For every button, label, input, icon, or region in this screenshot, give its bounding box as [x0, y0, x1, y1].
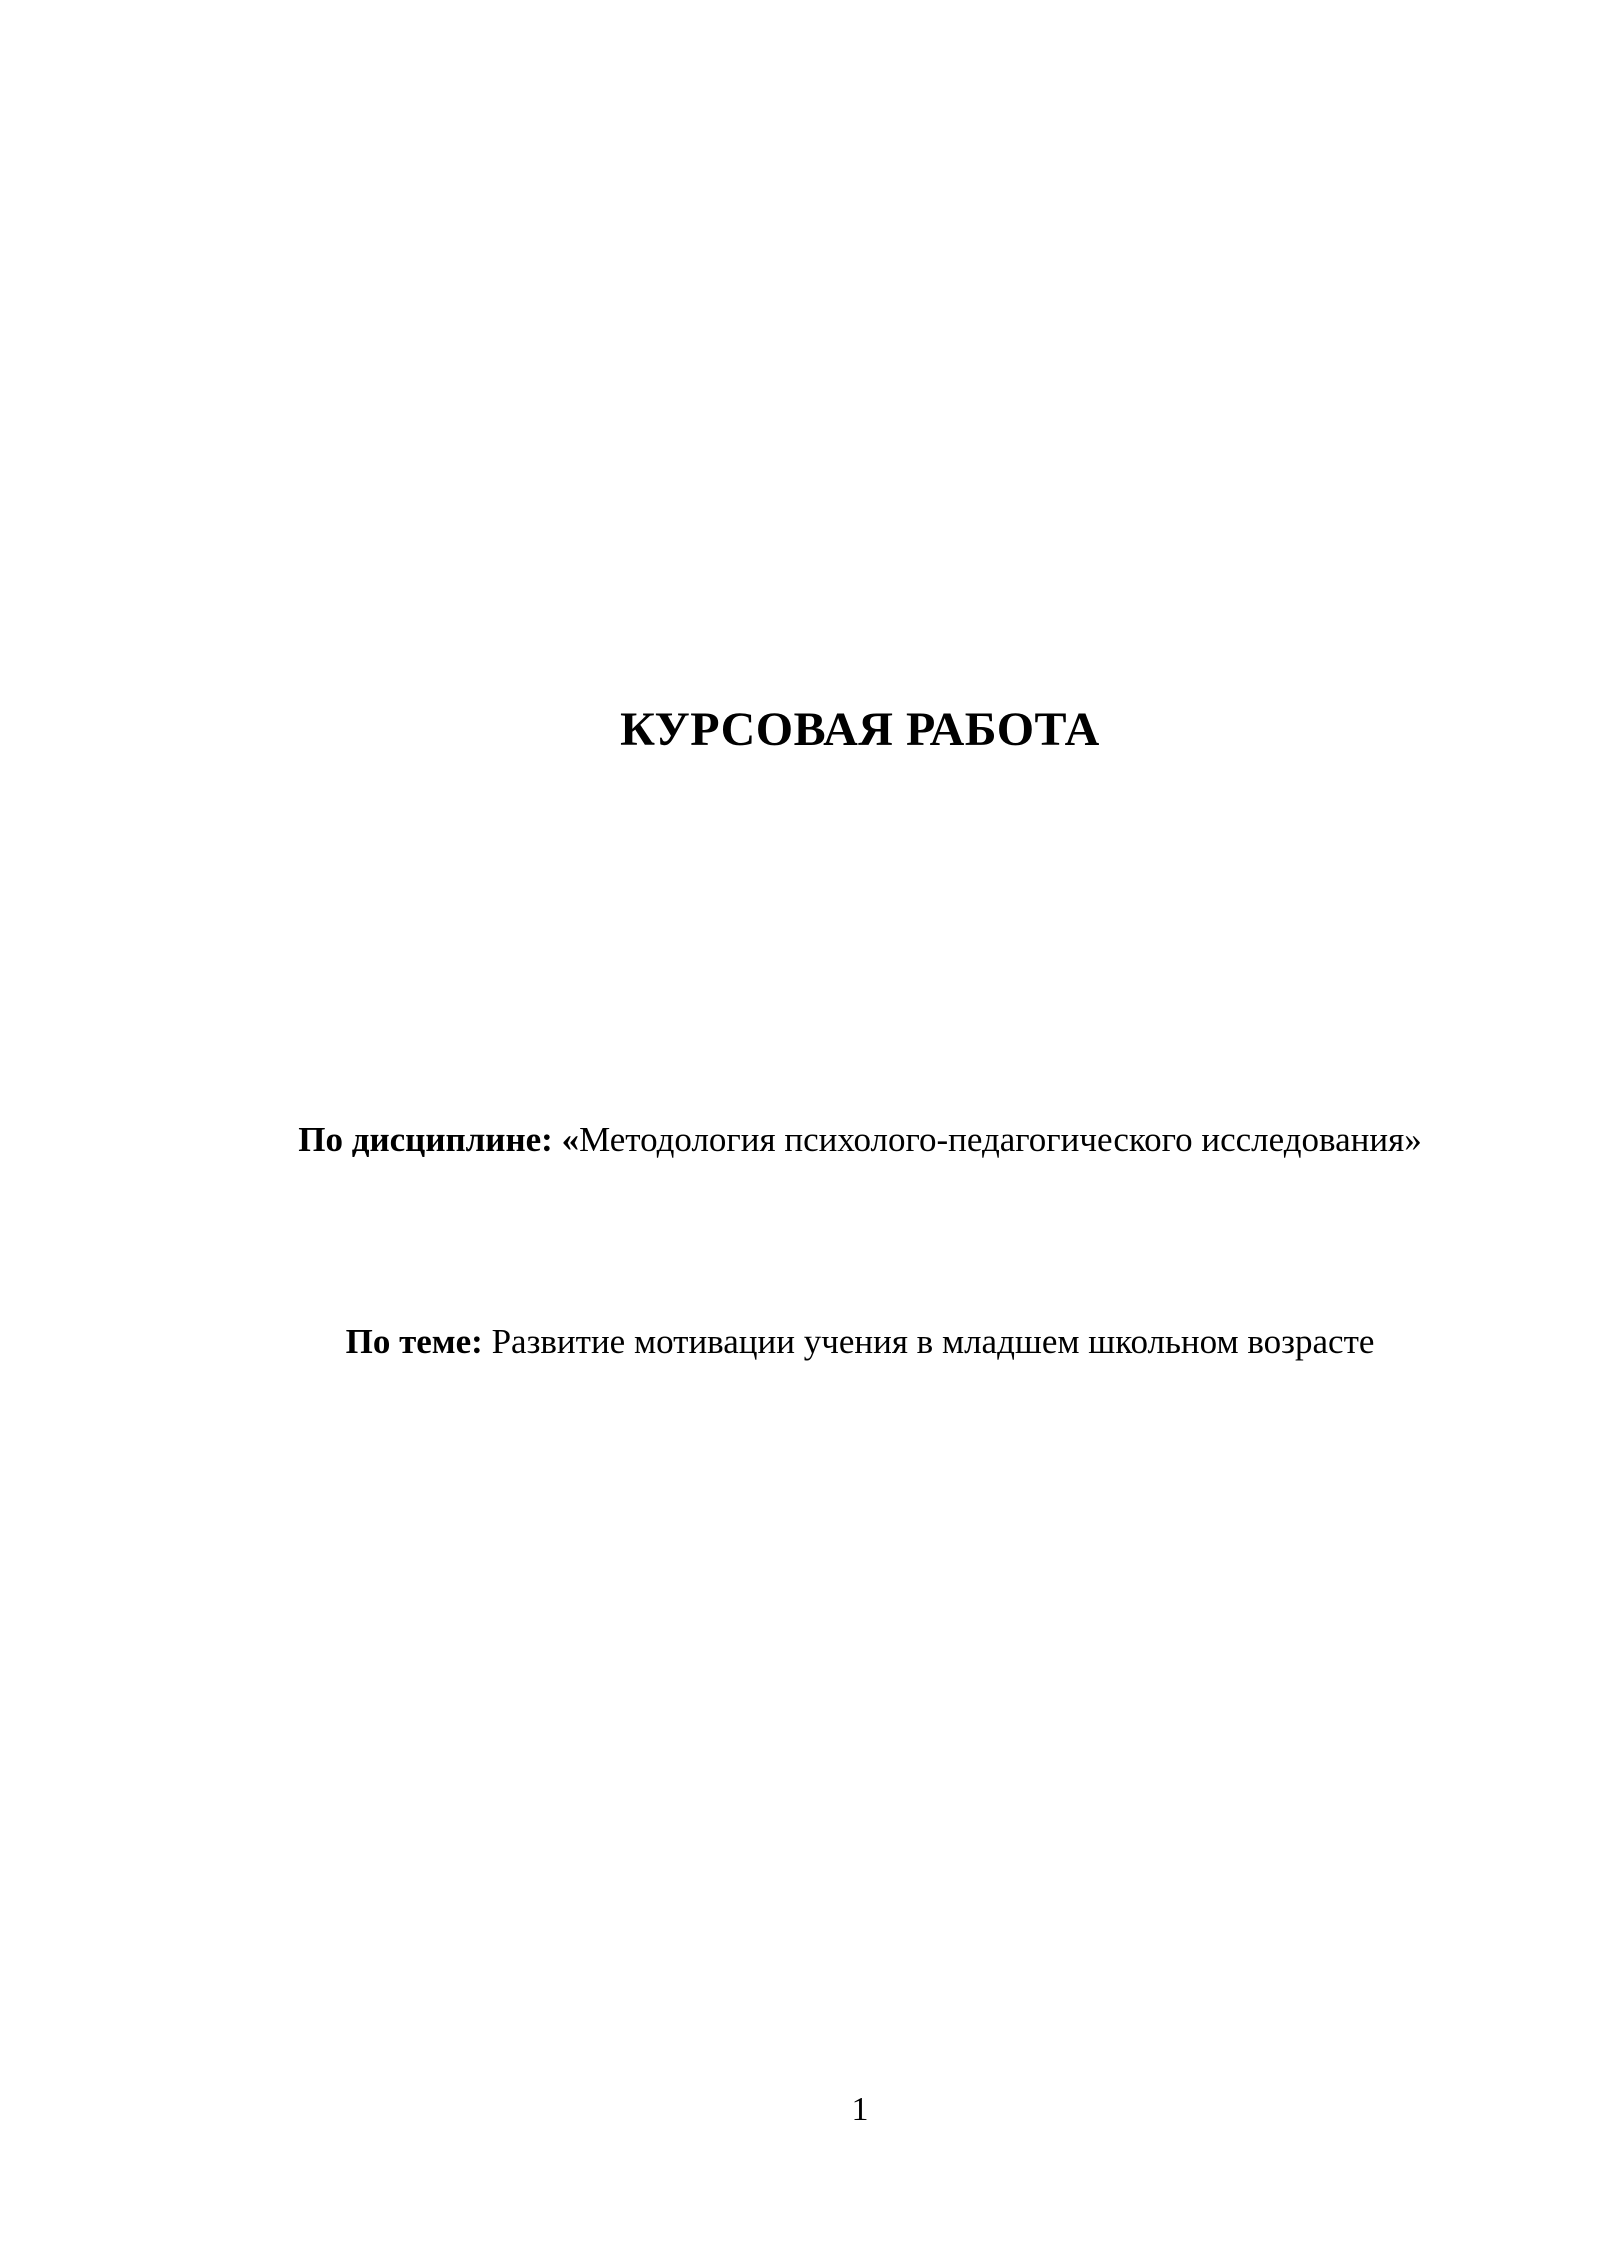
topic-label: По теме: — [345, 1322, 483, 1361]
discipline-label: По дисциплине: « — [298, 1120, 580, 1159]
page-number: 1 — [851, 2091, 869, 2128]
discipline-value: Методология психолого-педагогического исследования» — [579, 1120, 1422, 1159]
document-title: КУРСОВАЯ РАБОТА — [620, 703, 1100, 756]
topic-line — [0, 1320, 1600, 1364]
topic-value: Развитие мотивации учения в младшем школьном возрасте — [482, 1322, 1375, 1361]
discipline-line — [0, 1118, 1600, 1162]
